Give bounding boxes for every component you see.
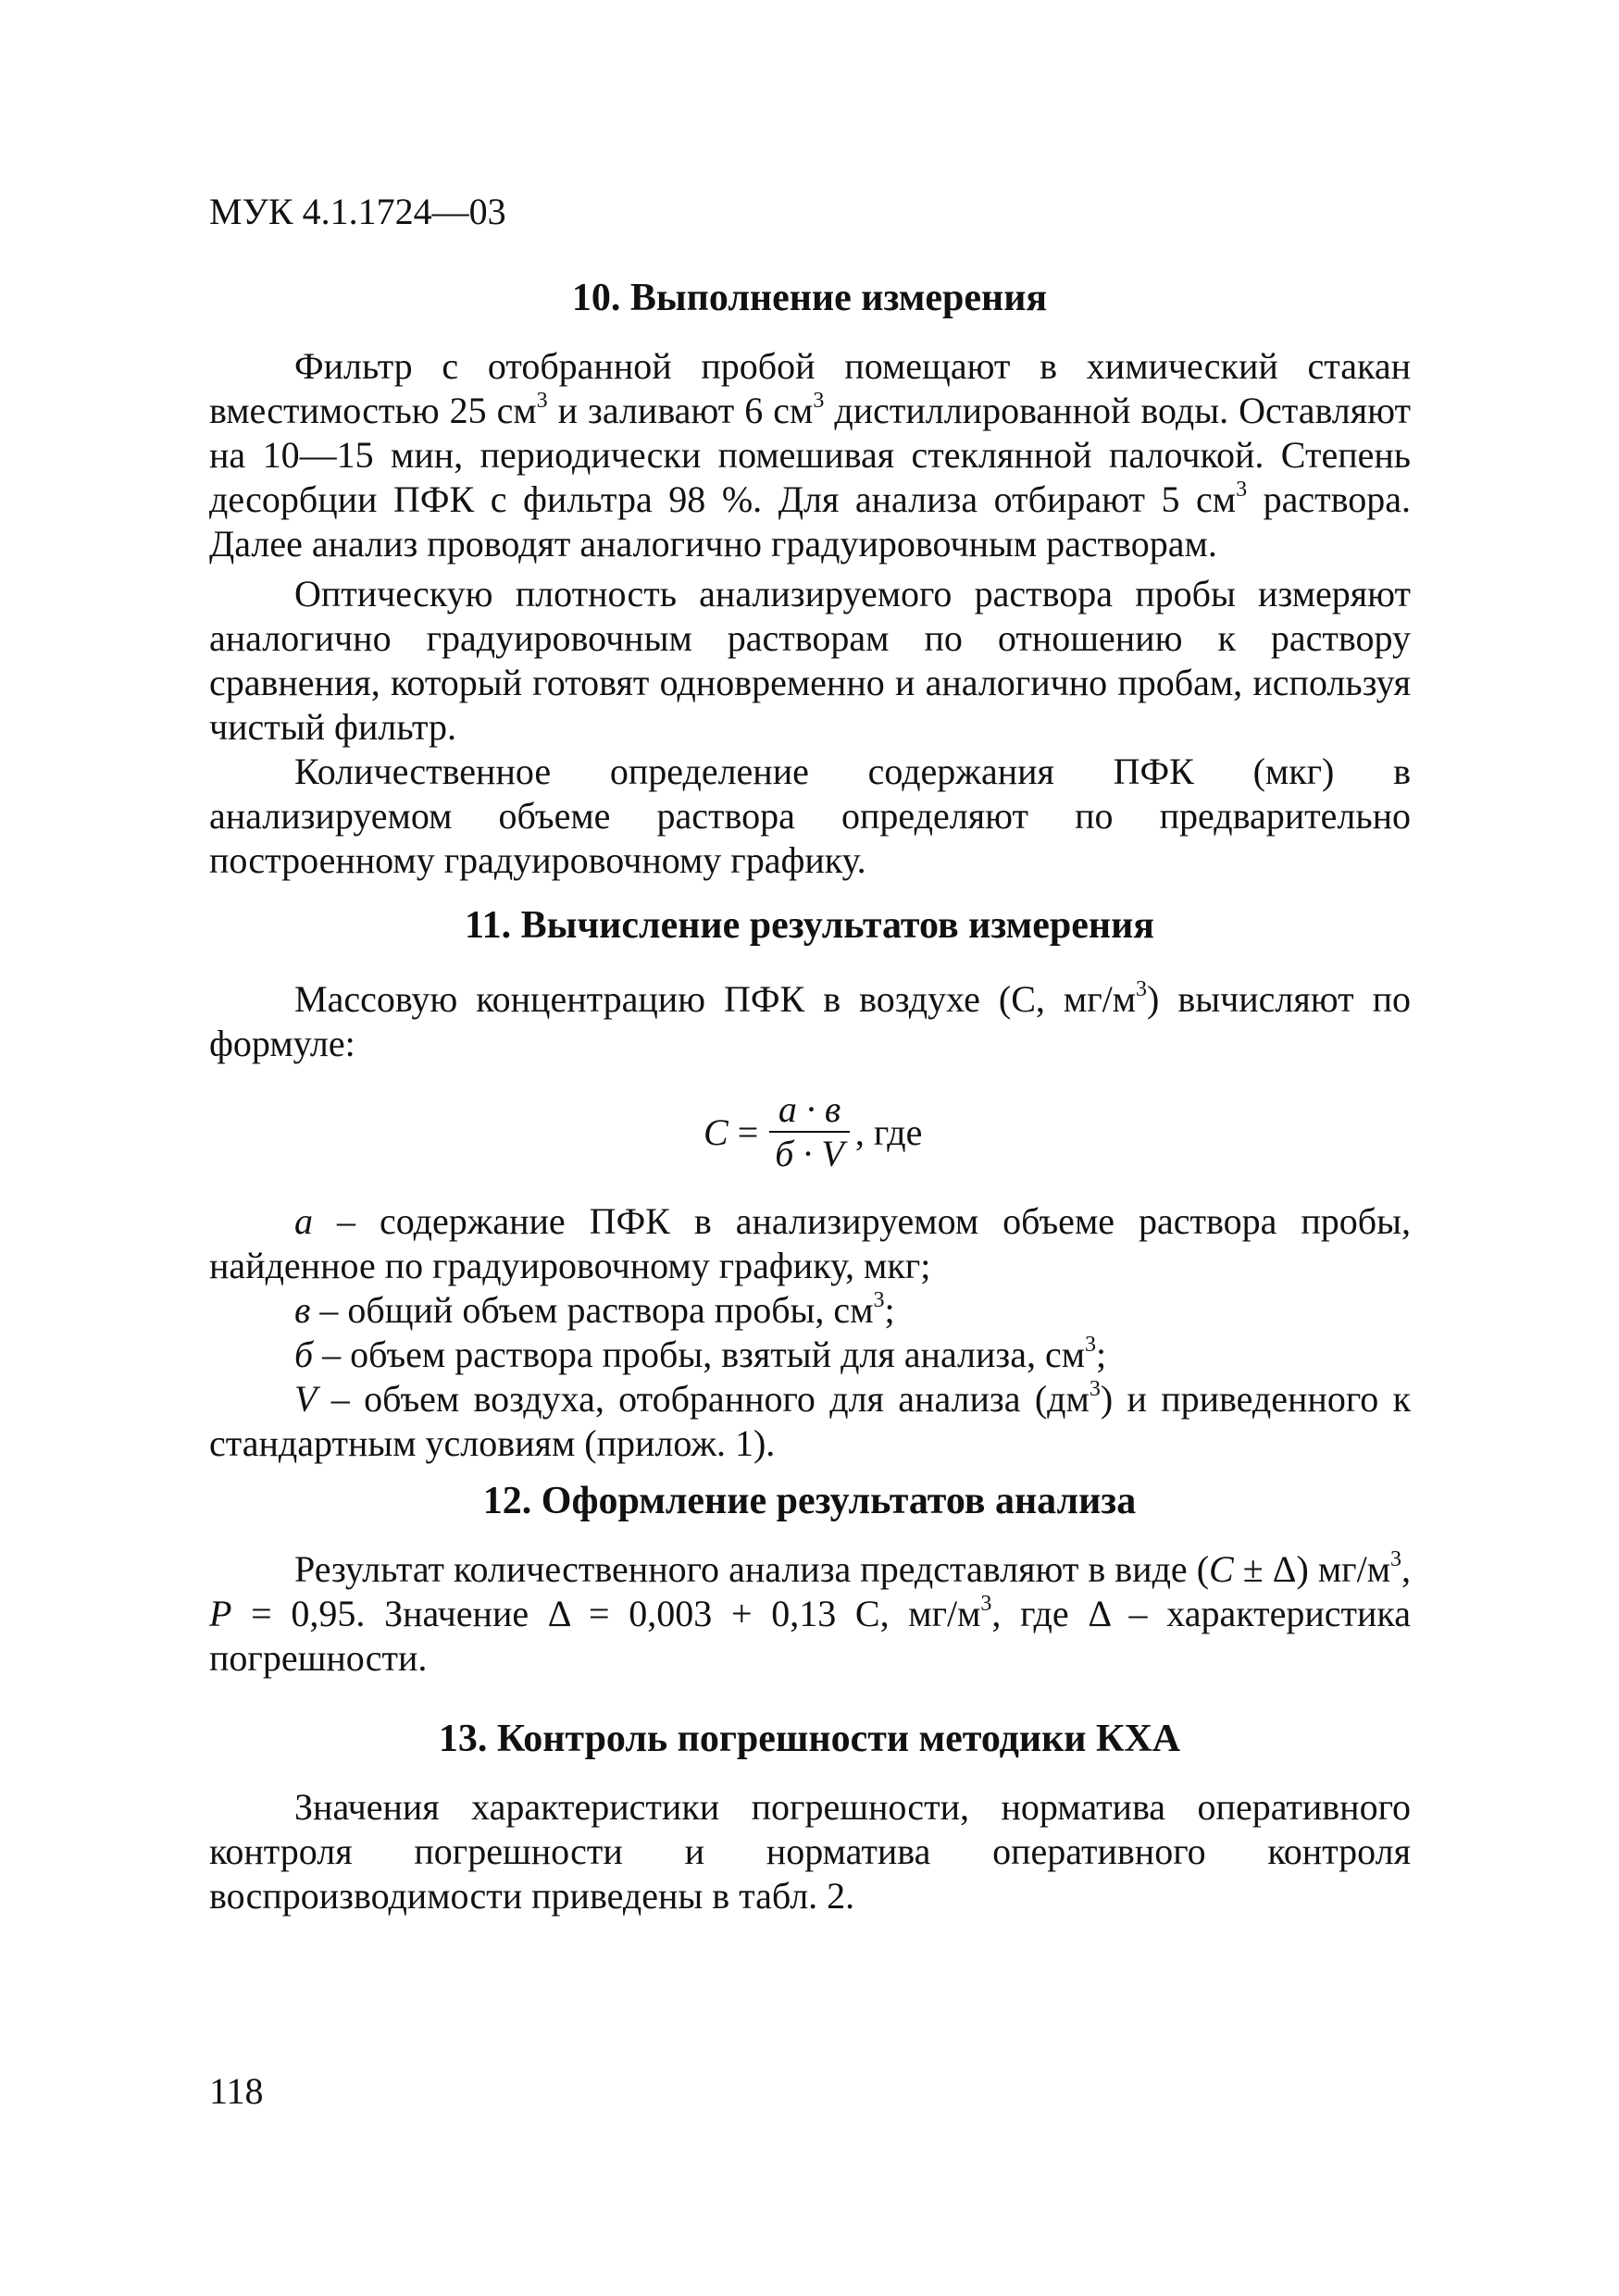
section-heading-12: 12. Оформление результатов анализа	[482, 1480, 1137, 1522]
variable-definitions	[209, 1199, 1411, 1466]
formula-denominator: б · V	[775, 1133, 844, 1174]
section-heading-11: 11. Вычисление результатов измерения	[464, 904, 1154, 947]
section-heading-13: 13. Контроль погрешности методики КХА	[438, 1718, 1181, 1760]
paragraph-quantitative-determination: Количественное определение содержания ПФК (мкг) в анализируемом объеме раствора определяют по предварительно построенному градуировочному графику.	[209, 751, 1411, 881]
formula-lhs: C	[704, 1111, 729, 1153]
paragraph-measurement-procedure: Фильтр с отобранной пробой помещают в химический стакан вместимостью 25 $см^3$ и заливают 6 $см^3$ дистиллированной воды. Оставляют на 10—15 мин, периодически помешивая стеклянной палочкой. Степень десорбции ПФК с фильтра 98 %. Для анализа отбирают 5 $см^3$ раствора. Далее анализ проводят аналогично градуировочным растворам.	[209, 345, 1412, 565]
definition-b: б – объем раствора пробы, взятый для анализа, $см^3$;	[294, 1333, 1107, 1375]
formula-tail: , где	[854, 1111, 923, 1153]
paragraph-result-format: Результат количественного анализа представляют в виде (С ± Δ) $мг/м^3$, Р = 0,95. Значение Δ = 0,003 + 0,13 С, $мг/м^3$, где Δ – характеристика погрешности.	[209, 1547, 1412, 1679]
formula-equals: =	[737, 1111, 759, 1153]
definition-v: в – общий объем раствора пробы, $см^3$;	[294, 1288, 895, 1331]
formula-numerator: а · в	[778, 1088, 841, 1130]
definition-V: V – объем воздуха, отобранного для анализа $(дм^3)$ и приведенного к стандартным условиям (прилож. 1).	[209, 1377, 1411, 1464]
concentration-formula	[704, 1081, 922, 1183]
section-heading-10: 10. Выполнение измерения	[571, 277, 1048, 319]
formula-fraction	[769, 1088, 850, 1175]
paragraph-optical-density: Оптическую плотность анализируемого раствора пробы измеряют аналогично градуировочным растворам по отношению к раствору сравнения, который готовят одновременно и аналогично пробам, используя чистый фильтр.	[209, 573, 1411, 748]
paragraph-formula-intro: Массовую концентрацию ПФК в воздухе (С, $мг/м^3$) вычисляют по формуле:	[209, 977, 1411, 1064]
page-number: 118	[209, 2070, 264, 2112]
paragraph-error-control: Значения характеристики погрешности, норматива оперативного контроля погрешности и норматива оперативного контроля воспроизводимости приведены в табл. 2.	[209, 1786, 1411, 1917]
running-header: МУК 4.1.1724—03	[209, 191, 506, 232]
definition-a: а – содержание ПФК в анализируемом объеме раствора пробы, найденное по градуировочному графику, мкг;	[209, 1200, 1411, 1286]
